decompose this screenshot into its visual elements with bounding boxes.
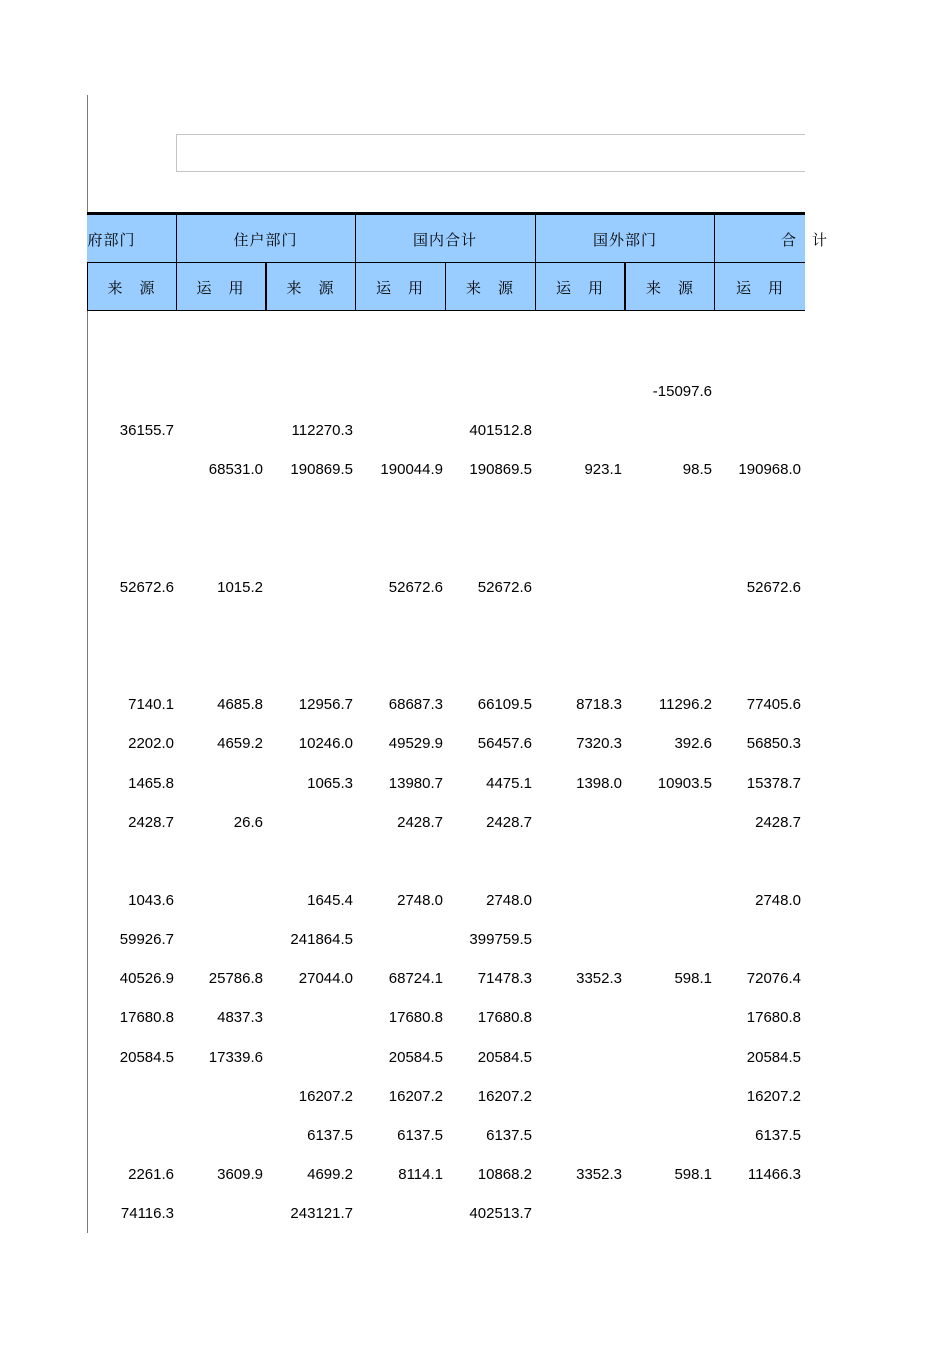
table-cell: 52672.6 — [477, 579, 532, 596]
header-group-foreign: 国外部门 — [592, 230, 657, 249]
table-cell: 2261.6 — [128, 1166, 174, 1183]
table-cell: 68687.3 — [388, 696, 443, 713]
table-cell: 36155.7 — [119, 422, 174, 439]
table-cell: 10868.2 — [477, 1166, 532, 1183]
table-cell: 15378.7 — [746, 775, 801, 792]
table-cell: 66109.5 — [477, 696, 532, 713]
table-cell: 2428.7 — [486, 814, 532, 831]
table-cell: 17339.6 — [208, 1049, 263, 1066]
table-cell: 17680.8 — [119, 1009, 174, 1026]
table-cell: 59926.7 — [119, 931, 174, 948]
table-cell: 1645.4 — [307, 892, 353, 909]
table-cell: 72076.4 — [746, 970, 801, 987]
table-cell: 190869.5 — [290, 461, 353, 478]
table-cell: 8114.1 — [398, 1166, 443, 1183]
table-cell: 6137.5 — [307, 1127, 353, 1144]
table-cell: 68724.1 — [388, 970, 443, 987]
table-cell: 77405.6 — [746, 696, 801, 713]
table-cell: 6137.5 — [397, 1127, 443, 1144]
header-group-household: 住户部门 — [233, 230, 298, 249]
subheader-use: 运 用 — [375, 278, 424, 297]
table-cell: 52672.6 — [388, 579, 443, 596]
table-cell: 2748.0 — [397, 892, 443, 909]
subheader-source: 来 源 — [107, 278, 156, 297]
table-cell: 16207.2 — [388, 1088, 443, 1105]
table-cell: 190968.0 — [738, 461, 801, 478]
table-cell: 402513.7 — [469, 1205, 532, 1222]
table-cell: 2428.7 — [397, 814, 443, 831]
table-cell: 1043.6 — [128, 892, 174, 909]
table-cell: 25786.8 — [208, 970, 263, 987]
table-cell: 241864.5 — [290, 931, 353, 948]
table-cell: 1015.2 — [217, 579, 263, 596]
subheader-source: 来 源 — [465, 278, 514, 297]
table-cell: 3609.9 — [217, 1166, 263, 1183]
table-cell: 49529.9 — [388, 735, 443, 752]
table-cell: 20584.5 — [119, 1049, 174, 1066]
subheader-source: 来 源 — [286, 278, 335, 297]
table-cell: 71478.3 — [477, 970, 532, 987]
table-cell: 10246.0 — [298, 735, 353, 752]
table-cell: 12956.7 — [298, 696, 353, 713]
table-cell: 1465.8 — [128, 775, 174, 792]
table-cell: 16207.2 — [746, 1088, 801, 1105]
table-cell: 17680.8 — [388, 1009, 443, 1026]
table-cell: 3352.3 — [576, 970, 622, 987]
subheader-use: 运 用 — [555, 278, 604, 297]
table-cell: 1398.0 — [576, 775, 622, 792]
table-cell: 2428.7 — [128, 814, 174, 831]
table-cell: 2748.0 — [755, 892, 801, 909]
table-cell: -15097.6 — [652, 383, 712, 400]
table-cell: 4699.2 — [307, 1166, 353, 1183]
table-cell: 52672.6 — [119, 579, 174, 596]
table-cell: 6137.5 — [486, 1127, 532, 1144]
table-cell: 26.6 — [233, 814, 263, 831]
table-cell: 112270.3 — [291, 422, 353, 439]
table-cell: 598.1 — [674, 1166, 712, 1183]
table-cell: 392.6 — [674, 735, 712, 752]
table-cell: 2428.7 — [755, 814, 801, 831]
table-cell: 40526.9 — [119, 970, 174, 987]
table-cell: 399759.5 — [469, 931, 532, 948]
header-group-domestic-total: 国内合计 — [412, 230, 477, 249]
table-cell: 401512.8 — [469, 422, 532, 439]
header-group-government: 府部门 — [87, 230, 136, 249]
table-cell: 16207.2 — [477, 1088, 532, 1105]
table-cell: 11296.2 — [658, 696, 712, 713]
table-cell: 243121.7 — [290, 1205, 353, 1222]
table-cell: 4837.3 — [217, 1009, 263, 1026]
table-cell: 98.5 — [682, 461, 712, 478]
table-cell: 3352.3 — [576, 1166, 622, 1183]
table-cell: 4685.8 — [217, 696, 263, 713]
title-box — [176, 134, 805, 172]
table-cell: 190044.9 — [380, 461, 443, 478]
table-cell: 56457.6 — [477, 735, 532, 752]
subheader-use: 运 用 — [196, 278, 245, 297]
header-overflow-label: 计 — [812, 231, 828, 249]
table-cell: 7320.3 — [576, 735, 622, 752]
table-cell: 923.1 — [584, 461, 622, 478]
table-cell: 190869.5 — [469, 461, 532, 478]
table-cell: 52672.6 — [746, 579, 801, 596]
table-cell: 27044.0 — [298, 970, 353, 987]
table-cell: 16207.2 — [298, 1088, 353, 1105]
table-cell: 20584.5 — [388, 1049, 443, 1066]
table-cell: 20584.5 — [746, 1049, 801, 1066]
table-cell: 13980.7 — [388, 775, 443, 792]
table-cell: 4475.1 — [486, 775, 532, 792]
table-cell: 4659.2 — [217, 735, 263, 752]
table-cell: 17680.8 — [477, 1009, 532, 1026]
header-group-total: 合 — [780, 230, 797, 249]
table-cell: 6137.5 — [755, 1127, 801, 1144]
table-cell: 598.1 — [674, 970, 712, 987]
table-cell: 7140.1 — [128, 696, 174, 713]
table-cell: 2202.0 — [128, 735, 174, 752]
subheader-source: 来 源 — [645, 278, 694, 297]
table-cell: 74116.3 — [120, 1205, 174, 1222]
subheader-use: 运 用 — [735, 278, 784, 297]
table-header — [87, 212, 805, 311]
table-cell: 2748.0 — [486, 892, 532, 909]
table-cell: 10903.5 — [657, 775, 712, 792]
table-cell: 68531.0 — [208, 461, 263, 478]
table-cell: 1065.3 — [307, 775, 353, 792]
table-cell: 20584.5 — [477, 1049, 532, 1066]
table-cell: 17680.8 — [746, 1009, 801, 1026]
table-cell: 11466.3 — [747, 1166, 801, 1183]
table-cell: 8718.3 — [576, 696, 622, 713]
table-cell: 56850.3 — [746, 735, 801, 752]
